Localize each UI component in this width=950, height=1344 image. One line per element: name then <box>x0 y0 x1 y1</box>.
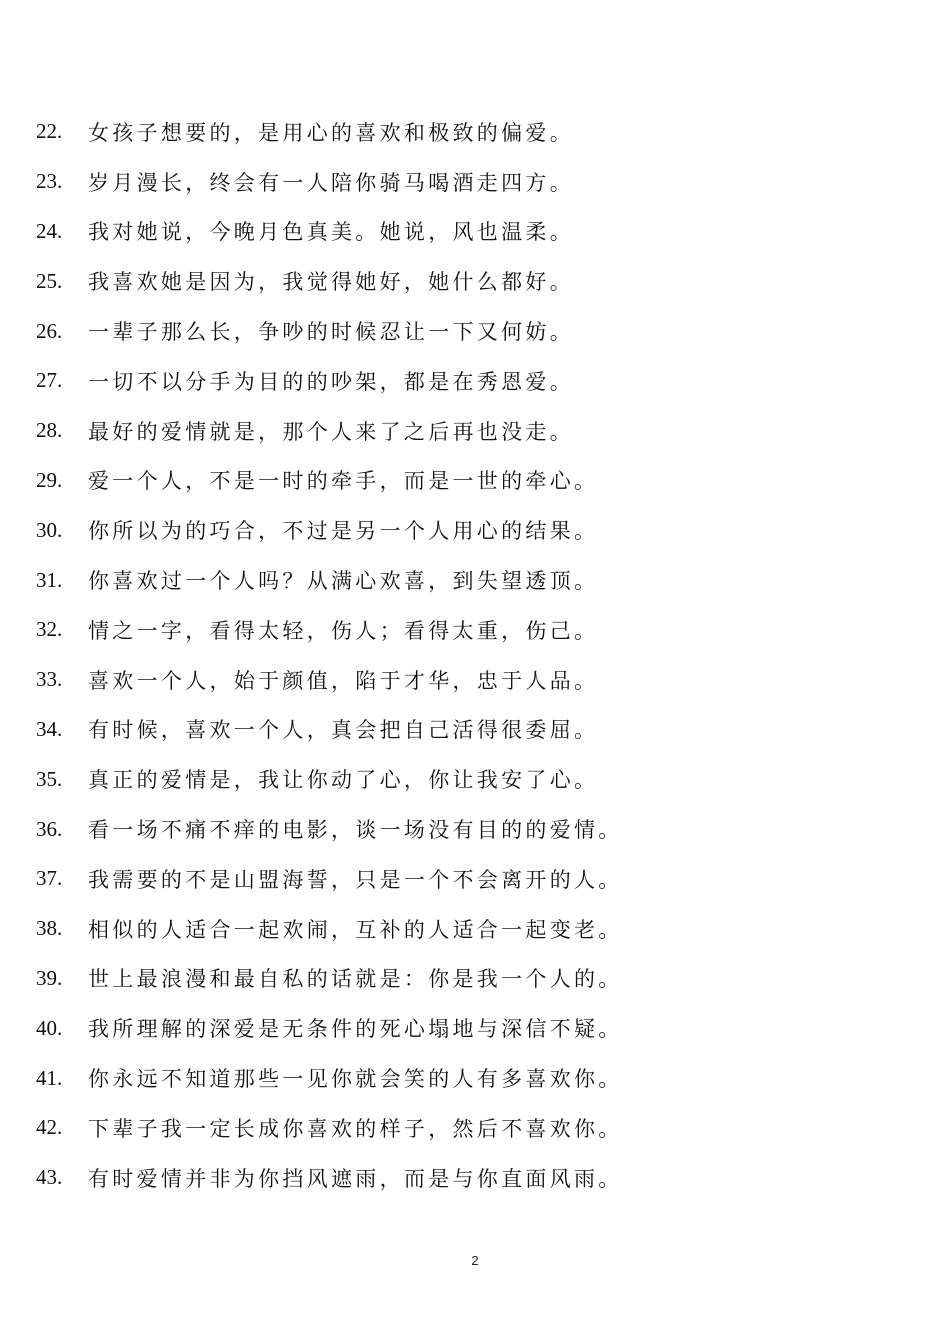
list-item <box>36 406 916 456</box>
item-number: 25. <box>36 268 63 293</box>
list-item <box>36 754 916 804</box>
item-number: 38. <box>36 916 63 941</box>
item-number: 29. <box>36 467 63 492</box>
list-item <box>36 256 916 306</box>
list-item <box>36 1053 916 1103</box>
list-item <box>36 356 916 406</box>
item-text: 下辈子我一定长成你喜欢的样子，然后不喜欢你。 <box>88 1116 623 1141</box>
item-text: 有时候，喜欢一个人，真会把自己活得很委屈。 <box>88 718 599 743</box>
item-number: 33. <box>36 667 63 692</box>
item-text: 最好的爱情就是，那个人来了之后再也没走。 <box>88 419 574 444</box>
item-text: 世上最浪漫和最自私的话就是：你是我一个人的。 <box>88 967 623 992</box>
item-number: 23. <box>36 169 63 194</box>
item-number: 35. <box>36 766 63 791</box>
item-text: 喜欢一个人，始于颜值，陷于才华，忠于人品。 <box>88 668 599 693</box>
item-text: 你喜欢过一个人吗？从满心欢喜，到失望透顶。 <box>88 569 599 594</box>
list-item <box>36 854 916 904</box>
item-text: 你所以为的巧合，不过是另一个人用心的结果。 <box>88 519 599 544</box>
list-item <box>36 954 916 1004</box>
item-text: 我对她说，今晚月色真美。她说，风也温柔。 <box>88 220 574 245</box>
item-text: 一切不以分手为目的的吵架，都是在秀恩爱。 <box>88 369 574 394</box>
item-number: 28. <box>36 418 63 443</box>
item-text: 一辈子那么长，争吵的时候忍让一下又何妨。 <box>88 320 574 345</box>
item-number: 37. <box>36 866 63 891</box>
item-text: 我需要的不是山盟海誓，只是一个不会离开的人。 <box>88 867 623 892</box>
item-text: 爱一个人，不是一时的牵手，而是一世的牵心。 <box>88 469 599 494</box>
list-item <box>36 505 916 555</box>
list-item <box>36 1103 916 1153</box>
item-number: 24. <box>36 218 63 243</box>
item-number: 43. <box>36 1165 63 1190</box>
list-item <box>36 1003 916 1053</box>
item-text: 女孩子想要的，是用心的喜欢和极致的偏爱。 <box>88 120 574 145</box>
item-number: 22. <box>36 119 63 144</box>
page-number: 2 <box>471 1253 479 1268</box>
list-item <box>36 306 916 356</box>
list-item <box>36 605 916 655</box>
item-text: 有时爱情并非为你挡风遮雨，而是与你直面风雨。 <box>88 1166 623 1191</box>
item-number: 30. <box>36 517 63 542</box>
item-text: 看一场不痛不痒的电影，谈一场没有目的的爱情。 <box>88 818 623 843</box>
item-number: 32. <box>36 617 63 642</box>
item-text: 情之一字，看得太轻，伤人；看得太重，伤己。 <box>88 618 599 643</box>
list-item <box>36 456 916 506</box>
item-number: 36. <box>36 816 63 841</box>
list-item <box>36 555 916 605</box>
item-text: 我喜欢她是因为，我觉得她好，她什么都好。 <box>88 270 574 295</box>
item-number: 31. <box>36 567 63 592</box>
item-number: 27. <box>36 368 63 393</box>
list-item <box>36 705 916 755</box>
item-number: 26. <box>36 318 63 343</box>
list-item <box>36 157 916 207</box>
item-text: 我所理解的深爱是无条件的死心塌地与深信不疑。 <box>88 1017 623 1042</box>
list-item <box>36 904 916 954</box>
item-text: 真正的爱情是，我让你动了心，你让我安了心。 <box>88 768 599 793</box>
item-number: 42. <box>36 1115 63 1140</box>
item-number: 40. <box>36 1015 63 1040</box>
item-text: 岁月漫长，终会有一人陪你骑马喝酒走四方。 <box>88 170 574 195</box>
item-number: 39. <box>36 965 63 990</box>
item-text: 你永远不知道那些一见你就会笑的人有多喜欢你。 <box>88 1067 623 1092</box>
list-item <box>36 655 916 705</box>
list-item <box>36 107 916 157</box>
item-number: 34. <box>36 716 63 741</box>
list-item <box>36 207 916 257</box>
list-item <box>36 1153 916 1203</box>
item-text: 相似的人适合一起欢闹，互补的人适合一起变老。 <box>88 917 623 942</box>
quote-list <box>36 107 916 1203</box>
list-item <box>36 804 916 854</box>
item-number: 41. <box>36 1065 63 1090</box>
